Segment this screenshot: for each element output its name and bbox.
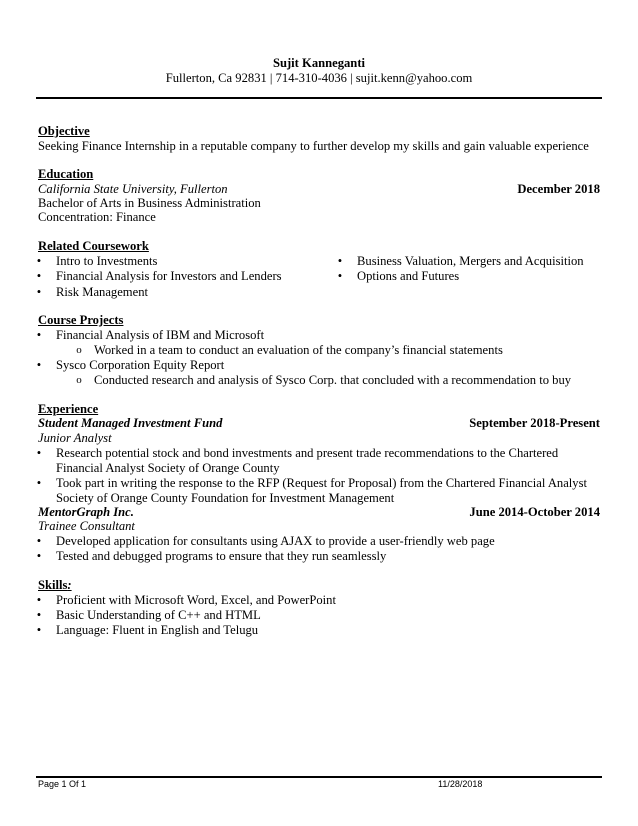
skills-heading-colon: : bbox=[67, 578, 72, 592]
job-bullet-line: Financial Analyst Society of Orange County bbox=[56, 461, 280, 475]
job-org: Student Managed Investment Fund bbox=[38, 416, 223, 430]
project-title: Financial Analysis of IBM and Microsoft bbox=[56, 328, 265, 342]
bullet-icon: • bbox=[36, 608, 42, 622]
circle-bullet-icon: o bbox=[76, 344, 82, 356]
skill-item: Proficient with Microsoft Word, Excel, and PowerPoint bbox=[56, 593, 336, 607]
bullet-icon: • bbox=[36, 328, 42, 342]
education-heading: Education bbox=[38, 167, 94, 181]
bullet-icon: • bbox=[36, 593, 42, 607]
project-detail: Worked in a team to conduct an evaluation of the company’s financial statements bbox=[94, 343, 503, 357]
bullet-icon: • bbox=[36, 623, 42, 637]
job-org: MentorGraph Inc. bbox=[38, 505, 134, 519]
coursework-heading: Related Coursework bbox=[38, 239, 149, 253]
bullet-icon: • bbox=[36, 476, 42, 490]
job-bullet-line: Developed application for consultants using AJAX to provide a user-friendly web page bbox=[56, 534, 495, 548]
school-name: California State University, Fullerton bbox=[38, 182, 228, 196]
coursework-item: Risk Management bbox=[56, 285, 148, 299]
projects-heading: Course Projects bbox=[38, 313, 124, 327]
project-title: Sysco Corporation Equity Report bbox=[56, 358, 225, 372]
bullet-icon: • bbox=[337, 269, 343, 283]
footer-page-number: Page 1 Of 1 bbox=[38, 779, 87, 789]
contact-line: Fullerton, Ca 92831 | 714-310-4036 | sujit.kenn@yahoo.com bbox=[165, 71, 473, 85]
skill-item: Basic Understanding of C++ and HTML bbox=[56, 608, 261, 622]
bullet-icon: • bbox=[337, 254, 343, 268]
job-title: Junior Analyst bbox=[38, 431, 112, 445]
job-date: September 2018-Present bbox=[469, 416, 600, 430]
header-divider bbox=[36, 97, 602, 99]
bullet-icon: • bbox=[36, 285, 42, 299]
job-title: Trainee Consultant bbox=[38, 519, 135, 533]
coursework-item: Intro to Investments bbox=[56, 254, 158, 268]
bullet-icon: • bbox=[36, 269, 42, 283]
job-bullet-line: Society of Orange County Foundation for Investment Management bbox=[56, 491, 395, 505]
degree: Bachelor of Arts in Business Administration bbox=[38, 196, 261, 210]
footer-divider bbox=[36, 776, 602, 778]
coursework-item: Options and Futures bbox=[357, 269, 460, 283]
bullet-icon: • bbox=[36, 534, 42, 548]
concentration: Concentration: Finance bbox=[38, 210, 156, 224]
coursework-item: Financial Analysis for Investors and Lenders bbox=[56, 269, 282, 283]
circle-bullet-icon: o bbox=[76, 374, 82, 386]
job-bullet-line: Took part in writing the response to the RFP (Request for Proposal) from the Chartered Financial Analyst bbox=[56, 476, 587, 490]
job-date: June 2014-October 2014 bbox=[469, 505, 600, 519]
objective-heading: Objective bbox=[38, 124, 90, 138]
objective-text: Seeking Finance Internship in a reputable company to further develop my skills and gain valuable experience bbox=[38, 139, 589, 153]
graduation-date: December 2018 bbox=[517, 182, 600, 196]
project-detail: Conducted research and analysis of Sysco Corp. that concluded with a recommendation to buy bbox=[94, 373, 572, 387]
experience-heading: Experience bbox=[38, 402, 99, 416]
bullet-icon: • bbox=[36, 254, 42, 268]
job-bullet-line: Research potential stock and bond investments and present trade recommendations to the Chartered bbox=[56, 446, 559, 460]
skills-heading bbox=[38, 578, 72, 593]
footer-date: 11/28/2018 bbox=[438, 779, 483, 789]
job-bullet-line: Tested and debugged programs to ensure that they run seamlessly bbox=[56, 549, 387, 563]
coursework-item: Business Valuation, Mergers and Acquisition bbox=[357, 254, 584, 268]
skills-heading-text: Skills bbox=[38, 578, 68, 592]
bullet-icon: • bbox=[36, 358, 42, 372]
bullet-icon: • bbox=[36, 446, 42, 460]
bullet-icon: • bbox=[36, 549, 42, 563]
skill-item: Language: Fluent in English and Telugu bbox=[56, 623, 259, 637]
resume-name: Sujit Kanneganti bbox=[272, 56, 366, 70]
